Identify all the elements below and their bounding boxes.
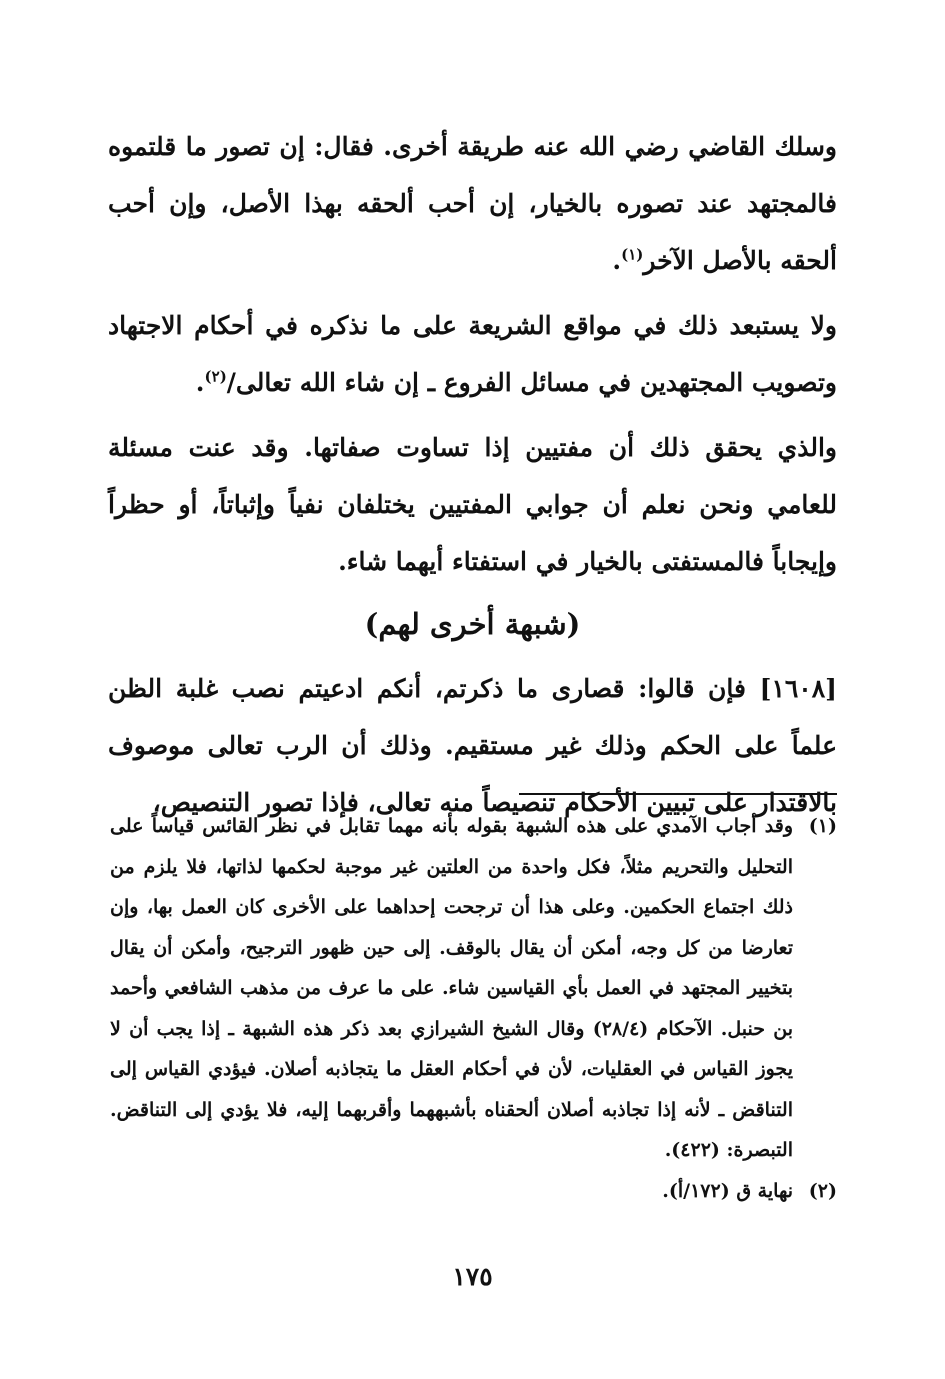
paragraph-2 [108, 297, 837, 411]
footnote-ref-1[interactable]: (١) [621, 245, 644, 264]
footnote-2-text: نهاية ق (١٧٢/أ). [662, 1179, 793, 1202]
section-heading: (شبهة أخرى لهم) [364, 607, 581, 641]
footnote-ref-2[interactable]: (٢) [204, 367, 227, 386]
page-number: ١٧٥ [452, 1262, 493, 1291]
footnote-2-number: (٢) [808, 1179, 837, 1202]
footnote-2 [110, 1171, 837, 1212]
paragraph-1-end: . [612, 246, 622, 275]
footnote-1 [110, 806, 837, 1171]
footnote-1-text: وقد أجاب الآمدي على هذه الشبهة بقوله بأنه مهما تقابل في نظر القائس قياساً على التحليل والتحريم مثلاً، فكل واحدة من العلتين غير موجبة لحكمها لذاتها، فلا يلزم من ذلك اجتماع الحكمين. وعلى هذا أن ترجحت إحداهما على الأخرى كان العمل بها، وإن تعارضا من كل وجه، أمكن أن يقال بالوقف. إلى حين ظهور الترجيح، وأمكن أن يقال بتخيير المجتهد في العمل بأي القياسين شاء. على ما عرف من مذهب الشافعي وأحمد بن حنبل. الآحكام (٢٨/٤) وقال الشيخ الشيرازي بعد ذكر هذه الشبهة ـ إذا يجب أن لا يجوز القياس في العقليات، لأن في أحكام العقل ما يتجاذبه أصلان. فيؤدي القياس إلى التناقض ـ لأنه إذا تجاذبه أصلان ألحقناه بأشبههما وأقربهما إليه، فلا يؤدي إلى التناقض. التبصرة: (٤٢٢). [110, 815, 793, 1161]
footnote-1-number: (١) [808, 815, 837, 837]
paragraph-3: والذي يحقق ذلك أن مفتيين إذا تساوت صفاتها. وقد عنت مسئلة للعامي ونحن نعلم أن جوابي المفتيين يختلفان نفياً وإثباتاً، أو حظراً وإيجاباً فالمستفتى بالخيار في استفتاء أيهما شاء. [108, 433, 837, 576]
paragraph-4: [١٦٠٨] فإن قالوا: قصارى ما ذكرتم، أنكم ادعيتم نصب غلبة الظن علماً على الحكم وذلك غير مستقيم. وذلك أن الرب تعالى موصوف بالاقتدار على تبيين الأحكام تنصيصاً منه تعالى، فإذا تصور التنصيص، [108, 674, 837, 817]
footnotes [110, 806, 837, 1211]
paragraph-1 [108, 118, 837, 289]
footnote-divider [519, 793, 837, 795]
paragraph-1-text: وسلك القاضي رضي الله عنه طريقة أخرى. فقال: إن تصور ما قلتموه فالمجتهد عند تصوره بالخيار، إن أحب ألحقه بهذا الأصل، وإن أحب ألحقه بالأصل الآخر [108, 132, 837, 275]
paragraph-2-text: ولا يستبعد ذلك في مواقع الشريعة على ما نذكره في أحكام الاجتهاد وتصويب المجتهدين في مسائل الفروع ـ إن شاء الله تعالى/ [108, 311, 837, 397]
paragraph-2-end: . [195, 368, 205, 397]
main-text [108, 118, 837, 839]
